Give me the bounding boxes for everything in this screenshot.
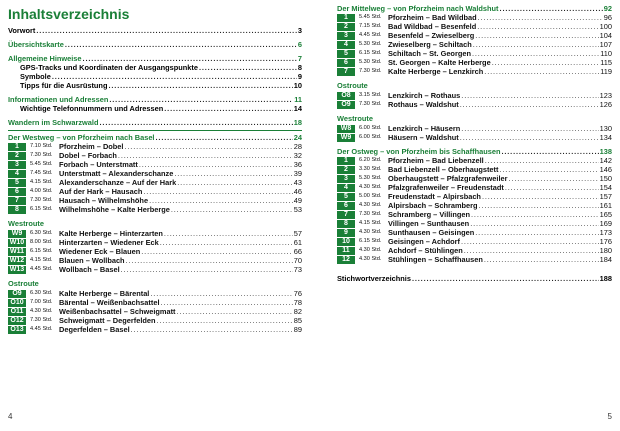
stage-name: Wilhelmshöhe – Kalte Herberge [59,205,170,214]
stage-hours: 7.45 Std. [30,170,53,176]
stage-badge: 6 [337,59,355,67]
stage-page: 176 [599,237,612,246]
stage-name: Kalte Herberge – Lenzkirch [388,67,484,76]
stage-badge: 9 [337,229,355,237]
stage-page: 130 [599,124,612,133]
toc-entry[interactable] [8,63,302,72]
stage-badge: W9 [8,230,26,238]
stage-hours: 3.15 Std. [359,92,382,98]
stage-badge: W13 [9,266,25,273]
stage-hours: 4.30 Std. [359,247,382,253]
toc-entry-page: 18 [293,118,302,127]
stage-hours: 6.15 Std. [359,238,382,244]
stage-page: 150 [599,174,612,183]
stage-name: Geisingen – Achdorf [388,237,461,246]
stage-hours: 7.00 Std. [30,299,53,305]
stage-name: Häusern – Waldshut [388,133,459,142]
stage-name: Wollbach – Basel [59,265,120,274]
toc-entry-text: Wandern im Schwarzwald [8,118,99,127]
stage-page: 85 [293,316,302,325]
stage-name: Pforzheim – Bad Wildbad [388,13,477,22]
stage-row[interactable] [337,210,612,219]
stage-badge: 12 [337,256,355,264]
stage-row[interactable] [337,156,612,165]
stage-badge: 3 [337,175,355,183]
toc-entry[interactable] [8,95,302,104]
stage-page: 28 [293,142,302,151]
toc-entry-page: 6 [297,40,302,49]
stage-page: 142 [599,156,612,165]
stage-page: 78 [293,298,302,307]
stage-row[interactable] [337,165,612,174]
stage-row[interactable] [8,256,302,265]
stage-row[interactable] [337,91,612,100]
stage-page: 96 [603,13,612,22]
stage-hours: 8.00 Std. [30,239,53,245]
stage-badge: 2 [8,152,26,160]
stage-row[interactable] [337,183,612,192]
toc-entry[interactable] [8,26,302,35]
stage-row[interactable] [337,133,612,142]
stage-badge: 7 [337,68,355,76]
stage-name: Sunthausen – Geisingen [388,228,475,237]
toc-entry[interactable] [8,72,302,81]
stage-name: Degerfelden – Basel [59,325,130,334]
index-page: 188 [599,274,612,283]
divider [8,130,302,131]
stage-name: Bad Wildbad – Besenfeld [388,22,477,31]
stage-hours: 4.30 Std. [30,308,53,314]
toc-entry[interactable] [8,54,302,63]
toc-entry-text: Allgemeine Hinweise [8,54,82,63]
stage-badge: 5 [337,50,355,58]
toc-entry-page: 8 [297,63,302,72]
stage-row[interactable] [337,67,612,76]
stage-row[interactable] [337,201,612,210]
stage-hours: 7.15 Std. [359,23,382,29]
mittelweg-stages [337,13,612,76]
stage-hours: 6.20 Std. [359,157,382,163]
stage-row[interactable] [337,228,612,237]
ostweg-title: Der Ostweg – von Pforzheim bis Schaffhausen [337,147,501,156]
stage-badge: 1 [8,143,26,151]
stage-hours: 6.30 Std. [30,290,53,296]
stage-page: 39 [293,169,302,178]
stage-hours: 7.30 Std. [30,152,53,158]
stage-row[interactable] [8,298,302,307]
stage-row[interactable] [337,237,612,246]
stage-badge: O12 [8,317,26,325]
stage-page: 82 [293,307,302,316]
stage-hours: 7.30 Std. [30,317,53,323]
stage-hours: 7.30 Std. [359,211,382,217]
stage-hours: 6.15 Std. [30,248,53,254]
toc-entry-page: 10 [293,81,302,90]
toc-entry-page: 9 [297,72,302,81]
ostweg-stages [337,156,612,264]
stage-name: Besenfeld – Zwieselberg [388,31,475,40]
stage-hours: 7.30 Std. [30,197,53,203]
stage-name: Lenzkirch – Rothaus [388,91,461,100]
westroute-heading: Westroute [8,219,45,228]
stage-name: Wiedener Eck – Blauen [59,247,141,256]
stage-badge: 2 [337,23,355,31]
stage-badge: 6 [337,202,355,210]
toc-entry-page: 11 [294,95,302,104]
stage-hours: 6.30 Std. [30,230,53,236]
westroute-right-heading: Westroute [337,114,374,123]
stage-page: 107 [599,40,612,49]
stage-badge: 5 [8,179,26,187]
stage-name: Alpirsbach – Schramberg [388,201,478,210]
stage-badge: O8 [337,92,355,100]
stage-page: 89 [293,325,302,334]
stage-name: Pforzheim – Bad Liebenzell [388,156,484,165]
stage-badge: W11 [9,248,24,255]
stage-row[interactable] [337,40,612,49]
stage-row[interactable] [8,205,302,214]
right-page [310,0,620,431]
stage-row[interactable] [337,100,612,109]
stage-row[interactable] [8,187,302,196]
stage-hours: 4.15 Std. [359,220,382,226]
stage-badge: 4 [337,184,355,192]
stage-page: 73 [293,265,302,274]
stage-hours: 5.30 Std. [359,41,382,47]
stage-badge: O9 [337,101,355,109]
stage-row[interactable] [8,196,302,205]
stage-row[interactable] [337,174,612,183]
stage-name: Schramberg – Villingen [388,210,471,219]
stage-hours: 4.30 Std. [359,256,382,262]
westroute-stages [8,229,302,274]
stage-page: 157 [599,192,612,201]
index-entry[interactable] [337,274,612,283]
stage-name: Bärental – Weißenbachsattel [59,298,160,307]
stage-name: Rothaus – Waldshut [388,100,459,109]
stage-name: Alexanderschanze – Auf der Hark [59,178,177,187]
stage-page: 66 [293,247,302,256]
stage-badge: 5 [337,193,355,201]
ostroute-heading: Ostroute [8,279,39,288]
stage-name: Freudenstadt – Alpirsbach [388,192,481,201]
stage-name: Hausach – Wilhelmshöhe [59,196,149,205]
intro-list [8,26,302,127]
mittelweg-heading[interactable] [337,4,612,13]
stage-page: 70 [293,256,302,265]
stage-badge: O11 [8,308,26,316]
stage-badge: 1 [337,14,355,22]
stage-row[interactable] [337,31,612,40]
stage-hours: 5.30 Std. [359,175,382,181]
stage-row[interactable] [8,238,302,247]
stage-page: 119 [600,67,612,76]
stage-name: Stühlingen – Schaffhausen [388,255,483,264]
stage-hours: 4.45 Std. [359,32,382,38]
stage-hours: 6.00 Std. [359,125,382,131]
stage-row[interactable] [337,219,612,228]
stage-name: Villingen – Sunthausen [388,219,470,228]
stage-row[interactable] [8,265,302,274]
stage-row[interactable] [8,307,302,316]
stage-page: 57 [293,229,302,238]
stage-name: Kalte Herberge – Bärental [59,289,150,298]
stage-page: 115 [600,58,612,67]
mittelweg-title: Der Mittelweg – von Pforzheim nach Waldshut [337,4,499,13]
stage-badge: 4 [337,41,355,49]
stage-page: 173 [599,228,612,237]
westweg-page: 24 [293,133,302,142]
toc-entry-text: GPS-Tracks und Koordinaten der Ausgangspunkte [20,63,198,72]
stage-page: 110 [600,49,612,58]
stage-badge: 7 [337,211,355,219]
stage-hours: 5.00 Std. [359,193,382,199]
stage-name: St. Georgen – Kalte Herberge [388,58,491,67]
stage-page: 161 [599,201,612,210]
ostweg-page: 138 [599,147,612,156]
stage-row[interactable] [8,247,302,256]
stage-row[interactable] [8,151,302,160]
stage-page: 100 [599,22,612,31]
westweg-heading[interactable] [8,133,302,142]
stage-row[interactable] [8,160,302,169]
stage-row[interactable] [8,316,302,325]
stage-row[interactable] [337,192,612,201]
page-number-right: 5 [607,412,612,421]
stage-hours: 4.30 Std. [359,229,382,235]
stage-hours: 5.45 Std. [30,161,53,167]
stage-hours: 4.00 Std. [30,188,53,194]
stage-badge: 3 [8,161,26,169]
stage-name: Pforzheim – Dobel [59,142,124,151]
toc-entry[interactable] [8,40,302,49]
stage-name: Schiltach – St. Georgen [388,49,471,58]
stage-name: Dobel – Forbach [59,151,117,160]
stage-page: 53 [293,205,302,214]
stage-name: Weißenbachsattel – Schweigmatt [59,307,176,316]
stage-name: Blauen – Wollbach [59,256,125,265]
stage-name: Oberhaugstett – Pfalzgrafenweiler [388,174,508,183]
stage-badge: 10 [337,238,355,246]
toc-entry-text: Informationen und Adressen [8,95,109,104]
stage-row[interactable] [8,325,302,334]
stage-row[interactable] [337,124,612,133]
stage-page: 36 [293,160,302,169]
stage-badge: 4 [8,170,26,178]
stage-badge: 6 [8,188,26,196]
mittelweg-page: 92 [603,4,612,13]
stage-badge: 8 [8,206,26,214]
page-number-left: 4 [8,412,13,421]
stage-row[interactable] [337,13,612,22]
stage-hours: 4.45 Std. [30,326,53,332]
stage-name: Kalte Herberge – Hinterzarten [59,229,163,238]
stage-hours: 7.30 Std. [359,68,382,74]
stage-row[interactable] [337,246,612,255]
stage-row[interactable] [8,142,302,151]
stage-hours: 4.15 Std. [30,179,53,185]
westweg-title: Der Westweg – von Pforzheim nach Basel [8,133,155,142]
toc-entry[interactable] [8,81,302,90]
stage-badge: 7 [8,197,26,205]
stage-hours: 6.00 Std. [359,134,382,140]
stage-page: 46 [293,187,302,196]
stage-name: Hinterzarten – Wiedener Eck [59,238,159,247]
stage-page: 165 [599,210,612,219]
stage-name: Schweigmatt – Degerfelden [59,316,156,325]
stage-page: 61 [293,238,302,247]
stage-name: Unterstmatt – Alexanderschanze [59,169,174,178]
stage-row[interactable] [337,255,612,264]
stage-page: 146 [599,165,612,174]
stage-badge: W12 [9,257,25,264]
stage-badge: W10 [9,239,25,246]
stage-name: Forbach – Unterstmatt [59,160,138,169]
stage-name: Achdorf – Stühlingen [388,246,463,255]
ostroute-right-stages [337,91,612,109]
toc-entry-text: Übersichtskarte [8,40,64,49]
stage-name: Zwieselberg – Schiltach [388,40,472,49]
stage-hours: 5.30 Std. [359,59,382,65]
stage-hours: 3.30 Std. [359,166,382,172]
stage-row[interactable] [337,22,612,31]
stage-page: 76 [293,289,302,298]
toc-entry-page: 3 [297,26,302,35]
stage-page: 154 [599,183,612,192]
ostweg-heading[interactable] [337,147,612,156]
toc-entry-text: Symbole [20,72,51,81]
toc-entry[interactable] [8,118,302,127]
ostroute-right-heading: Ostroute [337,81,368,90]
stage-page: 43 [293,178,302,187]
stage-hours: 7.30 Std. [359,101,382,107]
stage-page: 123 [599,91,612,100]
stage-hours: 5.45 Std. [359,14,382,20]
toc-entry-text: Vorwort [8,26,36,35]
stage-page: 32 [293,151,302,160]
stage-badge: 2 [337,166,355,174]
ostroute-stages [8,289,302,334]
westweg-stages [8,142,302,214]
stage-name: Bad Liebenzell – Oberhaugstett [388,165,499,174]
index-title: Stichwortverzeichnis [337,274,411,283]
stage-name: Lenzkirch – Häusern [388,124,461,133]
stage-row[interactable] [8,289,302,298]
toc-entry[interactable] [8,104,302,113]
stage-badge: 11 [337,247,355,255]
stage-page: 180 [599,246,612,255]
stage-hours: 6.15 Std. [359,50,382,56]
stage-row[interactable] [337,49,612,58]
stage-badge: W8 [337,125,355,133]
stage-badge: O13 [8,326,26,334]
stage-page: 104 [599,31,612,40]
stage-page: 126 [599,100,612,109]
stage-row[interactable] [8,178,302,187]
toc-entry-text: Tipps für die Ausrüstung [20,81,108,90]
stage-name: Auf der Hark – Hausach [59,187,143,196]
stage-hours: 4.30 Std. [359,184,382,190]
stage-badge: 3 [337,32,355,40]
toc-entry-text: Wichtige Telefonnummern und Adressen [20,104,164,113]
toc-entry-page: 7 [297,54,302,63]
stage-badge: W9 [337,134,355,142]
stage-hours: 7.10 Std. [30,143,53,149]
stage-name: Pfalzgrafenweiler – Freudenstadt [388,183,504,192]
stage-badge: O10 [8,299,26,307]
stage-hours: 4.45 Std. [30,266,53,272]
stage-badge: 1 [337,157,355,165]
stage-page: 169 [599,219,612,228]
stage-row[interactable] [8,169,302,178]
stage-hours: 4.30 Std. [359,202,382,208]
stage-badge: 8 [337,220,355,228]
stage-page: 184 [599,255,612,264]
stage-hours: 4.15 Std. [30,257,53,263]
page-title: Inhaltsverzeichnis [8,6,130,22]
stage-page: 49 [293,196,302,205]
stage-badge: O9 [8,290,26,298]
toc-entry-page: 14 [293,104,302,113]
stage-row[interactable] [337,58,612,67]
stage-hours: 6.15 Std. [30,206,53,212]
westroute-right-stages [337,124,612,142]
stage-row[interactable] [8,229,302,238]
stage-page: 134 [599,133,612,142]
